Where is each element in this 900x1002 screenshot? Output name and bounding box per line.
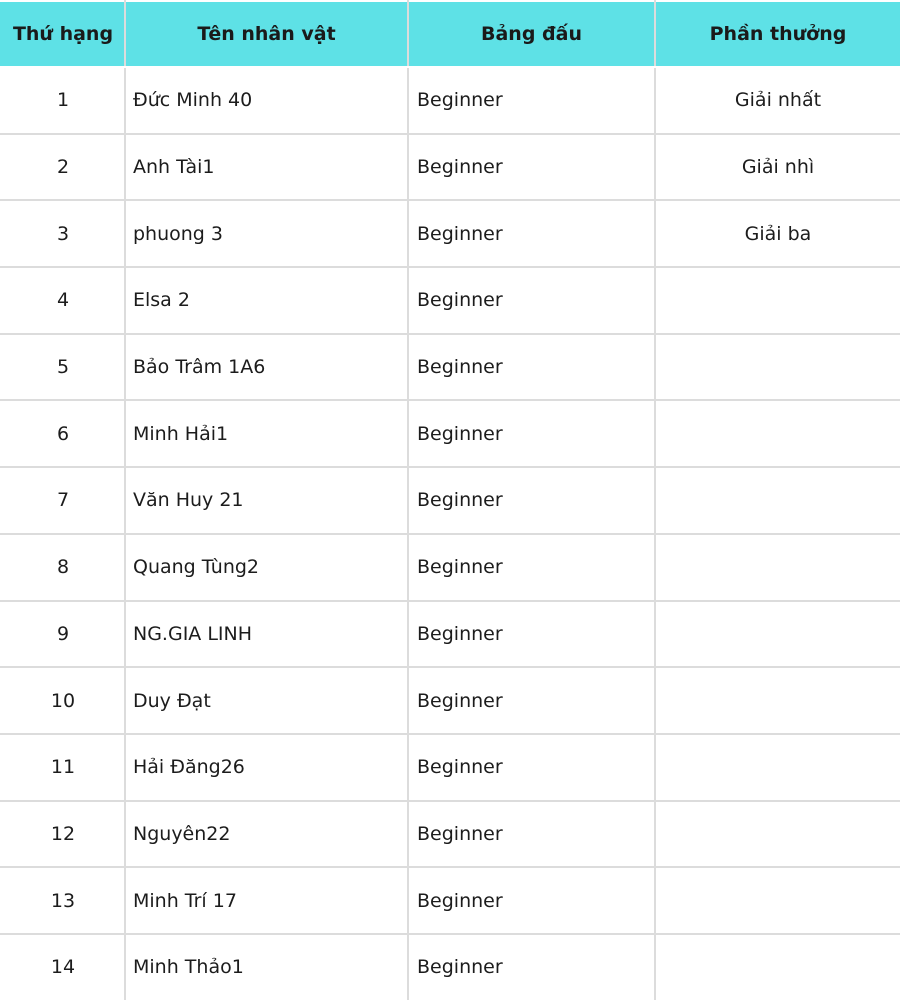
character-name-cell: Văn Huy 21 — [125, 467, 408, 534]
board-cell: Beginner — [408, 801, 655, 868]
character-name-cell: Duy Đạt — [125, 667, 408, 734]
header-prize: Phần thưởng — [655, 1, 900, 67]
rank-cell: 8 — [1, 534, 125, 601]
table-row — [1, 200, 900, 267]
prize-cell — [655, 334, 900, 401]
table-row — [1, 534, 900, 601]
table-row — [1, 801, 900, 868]
rank-cell: 11 — [1, 734, 125, 801]
rank-cell: 3 — [1, 200, 125, 267]
character-name-cell: Elsa 2 — [125, 267, 408, 334]
rank-cell: 6 — [1, 400, 125, 467]
prize-cell: Giải nhì — [655, 134, 900, 201]
character-name-cell: Hải Đăng26 — [125, 734, 408, 801]
table-row — [1, 934, 900, 1001]
character-name-cell: Minh Trí 17 — [125, 867, 408, 934]
prize-cell — [655, 601, 900, 668]
board-cell: Beginner — [408, 601, 655, 668]
header-board: Bảng đấu — [408, 1, 655, 67]
character-name-cell: Đức Minh 40 — [125, 67, 408, 134]
table-body — [1, 67, 900, 1001]
character-name-cell: phuong 3 — [125, 200, 408, 267]
table-row — [1, 267, 900, 334]
board-cell: Beginner — [408, 200, 655, 267]
character-name-cell: Nguyên22 — [125, 801, 408, 868]
rank-cell: 1 — [1, 67, 125, 134]
board-cell: Beginner — [408, 667, 655, 734]
table-row — [1, 467, 900, 534]
prize-cell — [655, 867, 900, 934]
prize-cell — [655, 934, 900, 1001]
board-cell: Beginner — [408, 134, 655, 201]
prize-cell — [655, 267, 900, 334]
header-row — [1, 1, 900, 67]
prize-cell — [655, 734, 900, 801]
board-cell: Beginner — [408, 267, 655, 334]
board-cell: Beginner — [408, 467, 655, 534]
table-row — [1, 867, 900, 934]
table-row — [1, 667, 900, 734]
table-row — [1, 334, 900, 401]
rank-cell: 2 — [1, 134, 125, 201]
rank-cell: 10 — [1, 667, 125, 734]
rank-cell: 7 — [1, 467, 125, 534]
table-row — [1, 134, 900, 201]
board-cell: Beginner — [408, 400, 655, 467]
prize-cell: Giải nhất — [655, 67, 900, 134]
rank-cell: 14 — [1, 934, 125, 1001]
table-row — [1, 67, 900, 134]
rank-cell: 5 — [1, 334, 125, 401]
character-name-cell: Anh Tài1 — [125, 134, 408, 201]
character-name-cell: Quang Tùng2 — [125, 534, 408, 601]
board-cell: Beginner — [408, 734, 655, 801]
table-header — [1, 1, 900, 67]
character-name-cell: Minh Thảo1 — [125, 934, 408, 1001]
prize-cell: Giải ba — [655, 200, 900, 267]
table-row — [1, 400, 900, 467]
table-row — [1, 734, 900, 801]
character-name-cell: NG.GIA LINH — [125, 601, 408, 668]
prize-cell — [655, 801, 900, 868]
rank-cell: 13 — [1, 867, 125, 934]
character-name-cell: Minh Hải1 — [125, 400, 408, 467]
prize-cell — [655, 667, 900, 734]
header-character-name: Tên nhân vật — [125, 1, 408, 67]
rank-cell: 12 — [1, 801, 125, 868]
header-rank: Thứ hạng — [1, 1, 125, 67]
rank-cell: 9 — [1, 601, 125, 668]
rank-cell: 4 — [1, 267, 125, 334]
table-row — [1, 601, 900, 668]
board-cell: Beginner — [408, 534, 655, 601]
board-cell: Beginner — [408, 334, 655, 401]
board-cell: Beginner — [408, 934, 655, 1001]
prize-cell — [655, 467, 900, 534]
prize-cell — [655, 400, 900, 467]
board-cell: Beginner — [408, 67, 655, 134]
prize-cell — [655, 534, 900, 601]
character-name-cell: Bảo Trâm 1A6 — [125, 334, 408, 401]
board-cell: Beginner — [408, 867, 655, 934]
